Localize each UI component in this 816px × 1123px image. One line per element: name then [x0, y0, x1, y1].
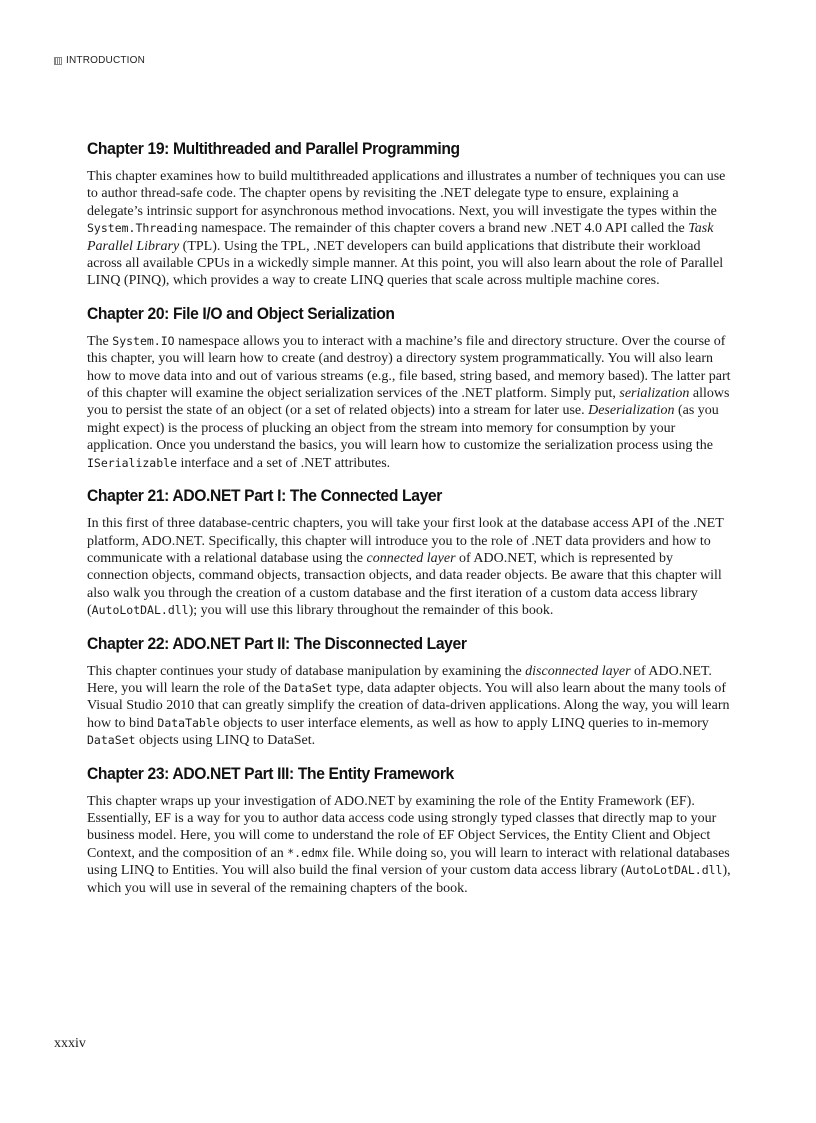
chapter-23-heading: Chapter 23: ADO.NET Part III: The Entity Framework [87, 763, 454, 783]
chapter-21-paragraph: In this first of three database-centric chapters, you will take your first look at the database access API of the .NET platform, ADO.NET. Specifically, this chapter will introduce you to the role of .NET data providers and how to communicate with a relational database using the connected layer of ADO.NET, which is represented by connection objects, command objects, transaction objects, and data reader objects. Be aware that this chapter will also walk you through the creation of a custom database and the first iteration of a custom data access library (AutoLotDAL.dll); you will use this library throughout the remainder of this book. [87, 516, 724, 619]
chapter-23-paragraph: This chapter wraps up your investigation of ADO.NET by examining the role of the Entity Framework (EF). Essentially, EF is a way for you to author data access code using strongly typed classes that directly map to your business model. Here, you will come to understand the role of EF Object Services, the Entity Client and Object Context, and the composition of an *.edmx file. While doing so, you will learn to interact with relational databases using LINQ to Entities. You will also build the final version of your custom data access library (AutoLotDAL.dll), which you will use in several of the remaining chapters of the book. [87, 793, 731, 896]
page-content [87, 139, 732, 911]
running-head-marker-icon [54, 57, 62, 65]
chapter-19-heading: Chapter 19: Multithreaded and Parallel Programming [87, 139, 460, 158]
chapter-21-heading: Chapter 21: ADO.NET Part I: The Connected Layer [87, 486, 442, 506]
chapter-22-section [87, 634, 732, 750]
chapter-20-section [87, 304, 732, 472]
chapter-23-section [87, 764, 732, 897]
chapter-20-heading: Chapter 20: File I/O and Object Serialization [87, 303, 395, 323]
chapter-21-section [87, 486, 732, 619]
running-head-text: INTRODUCTION [66, 55, 146, 66]
running-head [54, 55, 145, 66]
chapter-19-paragraph: This chapter examines how to build multithreaded applications and illustrates a number of techniques you can use to author thread-safe code. The chapter opens by revisiting the .NET delegate type to ensure, explaining a delegate’s intrinsic support for asynchronous method invocations. Next, you will investigate the types within the System.Threading namespace. The remainder of this chapter covers a brand new .NET 4.0 API called the Task Parallel Library (TPL). Using the TPL, .NET developers can build applications that distribute their workload across all available CPUs in a wickedly simple manner. At this point, you will also learn about the role of Parallel LINQ (PINQ), which provides a way to create LINQ queries that scale across multiple machine cores. [87, 169, 726, 289]
chapter-22-heading: Chapter 22: ADO.NET Part II: The Disconnected Layer [87, 633, 467, 653]
chapter-19-section [87, 139, 732, 290]
chapter-20-paragraph: The System.IO namespace allows you to interact with a machine’s file and directory structure. Over the course of this chapter, you will learn how to create (and destroy) a directory system programmatically. You will also learn how to move data into and out of various streams (e.g., file based, string based, and memory based). The latter part of this chapter will examine the object serialization services of the .NET platform. Simply put, serialization allows you to persist the state of an object (or a set of related objects) into a stream for later use. Deserialization (as you might expect) is the process of plucking an object from the stream into memory for consumption by your application. Once you understand the basics, you will learn how to customize the serialization process using the ISerializable interface and a set of .NET attributes. [87, 333, 731, 471]
chapter-22-paragraph: This chapter continues your study of database manipulation by examining the disconnected layer of ADO.NET. Here, you will learn the role of the DataSet type, data adapter objects. You will also learn about the many tools of Visual Studio 2010 that can greatly simplify the creation of data-driven applications. Along the way, you will learn how to bind DataTable objects to user interface elements, as well as how to apply LINQ queries to in-memory DataSet objects using LINQ to DataSet. [87, 663, 730, 749]
page-number: xxxiv [54, 1036, 86, 1051]
